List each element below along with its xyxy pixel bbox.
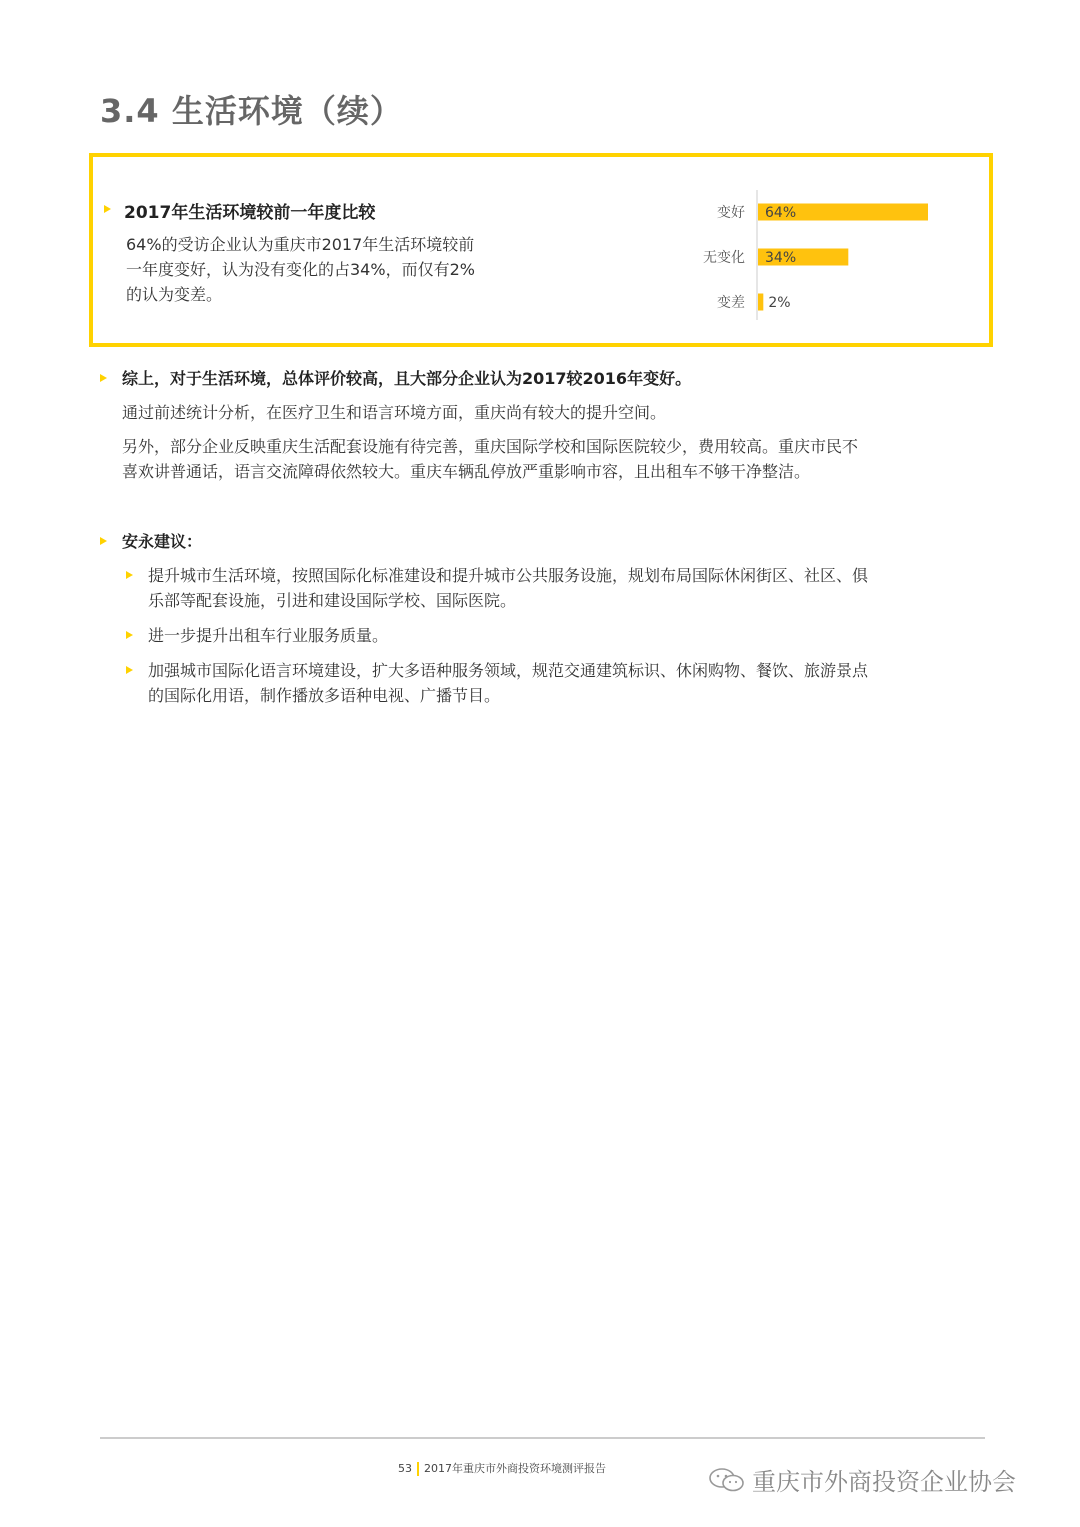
data-label: 64% (765, 205, 797, 221)
bullet-arrow-icon (100, 374, 107, 382)
suggestion-line: 乐部等配套设施，引进和建设国际学校、国际医院。 (148, 591, 517, 610)
bullet-arrow-icon (126, 571, 133, 579)
comparison-bar-chart (660, 188, 980, 322)
bar (758, 294, 763, 311)
box-text (126, 232, 546, 307)
footer (398, 1460, 606, 1476)
box-text-line: 一年度变好，认为没有变化的占34%，而仅有2% (126, 260, 475, 279)
suggestion-line: 进一步提升出租车行业服务质量。 (148, 626, 389, 645)
footer-separator (417, 1462, 419, 1476)
suggestion-item (148, 563, 868, 613)
box-heading: 2017年生活环境较前一年度比较 (124, 203, 376, 223)
report-title: 2017年重庆市外商投资环境测评报告 (424, 1462, 606, 1475)
suggestion-item (148, 658, 868, 708)
page-number: 53 (398, 1462, 412, 1475)
bullet-arrow-icon (104, 205, 111, 213)
bullet-arrow-icon (100, 537, 107, 545)
summary-paragraph-2-line: 另外，部分企业反映重庆生活配套设施有待完善，重庆国际学校和国际医院较少，费用较高。重庆市民不 (122, 437, 859, 456)
summary-paragraph-2-line: 喜欢讲普通话，语言交流障碍依然较大。重庆车辆乱停放严重影响市容，且出租车不够干净整洁。 (122, 462, 811, 481)
box-text-line: 64%的受访企业认为重庆市2017年生活环境较前 (126, 235, 475, 254)
suggestion-line: 加强城市国际化语言环境建设，扩大多语种服务领域，规范交通建筑标识、休闲购物、餐饮、旅游景点 (148, 661, 869, 680)
wechat-icon (708, 1467, 746, 1493)
footer-divider (100, 1437, 985, 1439)
data-label: 34% (765, 250, 797, 266)
summary-paragraph-1: 通过前述统计分析，在医疗卫生和语言环境方面，重庆尚有较大的提升空间。 (122, 403, 667, 422)
summary-heading: 综上，对于生活环境，总体评价较高，且大部分企业认为2017较2016年变好。 (122, 369, 692, 388)
watermark-text: 重庆市外商投资企业协会 (752, 1468, 1016, 1496)
category-label: 变差 (717, 295, 745, 311)
suggestion-line: 的国际化用语，制作播放多语种电视、广播节目。 (148, 686, 501, 705)
watermark (708, 1462, 1016, 1497)
bullet-arrow-icon (126, 631, 133, 639)
chart-svg (660, 188, 980, 322)
category-label: 变好 (717, 205, 745, 221)
suggestion-item (148, 623, 388, 648)
page-title: 3.4 生活环境（续） (100, 92, 403, 130)
summary-paragraph-2 (122, 434, 858, 484)
bullet-arrow-icon (126, 666, 133, 674)
suggestions-heading: 安永建议： (122, 532, 203, 551)
data-label: 2% (768, 295, 791, 311)
box-text-line: 的认为变差。 (126, 285, 223, 304)
suggestion-line: 提升城市生活环境，按照国际化标准建设和提升城市公共服务设施，规划布局国际休闲街区、社区、俱 (148, 566, 869, 585)
category-label: 无变化 (703, 250, 745, 266)
